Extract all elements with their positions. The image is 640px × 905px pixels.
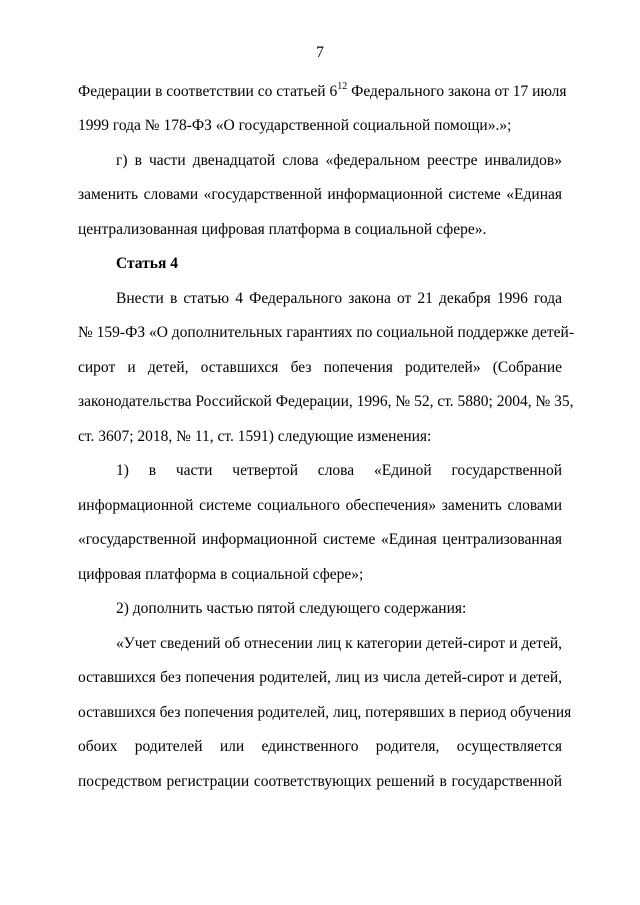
text-line bbox=[78, 81, 567, 102]
text-line: г) в части двенадцатой слова «федеральном реестре инвалидов» bbox=[116, 152, 562, 169]
text-line: 2) дополнить частью пятой следующего содержания: bbox=[116, 600, 467, 617]
text-line: Внести в статью 4 Федерального закона от 21 декабря 1996 года bbox=[116, 290, 562, 307]
text-line: законодательства Российской Федерации, 1996, № 52, ст. 5880; 2004, № 35, bbox=[78, 393, 574, 410]
text-line: 1999 года № 178-ФЗ «О государственной социальной помощи».»; bbox=[78, 117, 512, 134]
text-line: ст. 3607; 2018, № 11, ст. 1591) следующие изменения: bbox=[78, 428, 432, 445]
text-line: оставшихся без попечения родителей, лиц из числа детей-сирот и детей, bbox=[78, 669, 562, 686]
text-line: «государственной информационной системе «Единая централизованная bbox=[78, 531, 562, 548]
text-fragment: Федерального закона от 17 июля bbox=[347, 83, 567, 100]
text-line: обоих родителей или единственного родителя, осуществляется bbox=[78, 738, 562, 755]
superscript: 12 bbox=[337, 81, 348, 92]
text-line: централизованная цифровая платформа в социальной сфере». bbox=[78, 221, 487, 238]
text-line: посредством регистрации соответствующих решений в государственной bbox=[78, 773, 562, 790]
text-line: оставшихся без попечения родителей, лиц, потерявших в период обучения bbox=[78, 704, 572, 721]
text-line: информационной системе социального обеспечения» заменить словами bbox=[78, 497, 562, 514]
text-line: цифровая платформа в социальной сфере»; bbox=[78, 566, 364, 583]
text-line: «Учет сведений об отнесении лиц к категории детей-сирот и детей, bbox=[116, 635, 562, 652]
page-number: 7 bbox=[316, 44, 324, 61]
text-line: 1) в части четвертой слова «Единой государственной bbox=[116, 462, 562, 479]
text-fragment: Федерации в соответствии со статьей 6 bbox=[78, 83, 338, 100]
article-heading: Статья 4 bbox=[116, 255, 178, 272]
text-line: сирот и детей, оставшихся без попечения родителей» (Собрание bbox=[78, 359, 562, 376]
text-line: № 159-ФЗ «О дополнительных гарантиях по социальной поддержке детей- bbox=[78, 324, 575, 341]
text-line: заменить словами «государственной информационной системе «Единая bbox=[78, 186, 562, 203]
